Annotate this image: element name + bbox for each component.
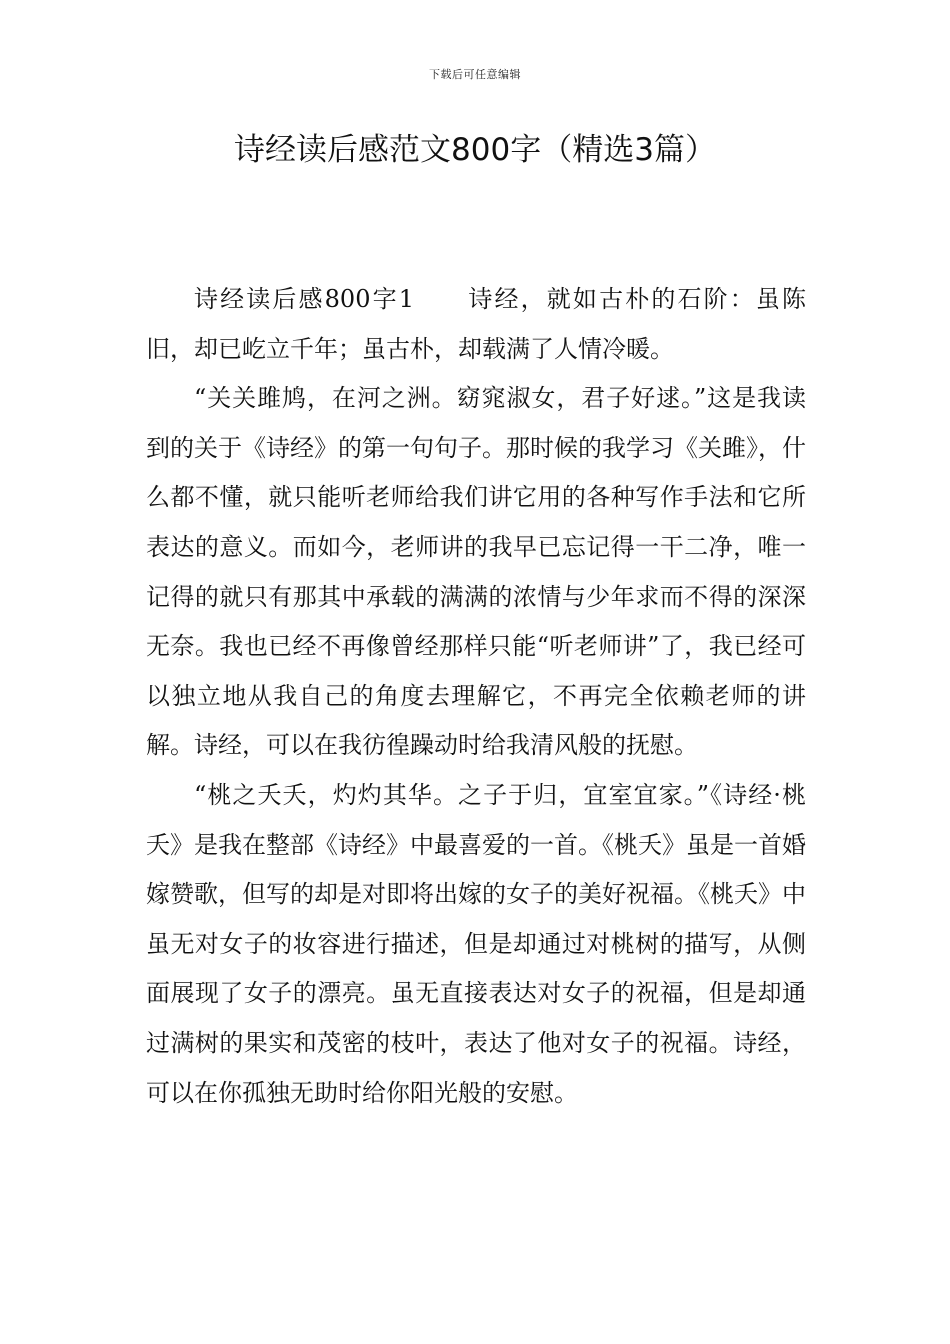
header-note: 下载后可任意编辑: [429, 68, 521, 81]
paragraph-text: “桃之夭夭，灼灼其华。之子于归，宜室宜家。”《诗经·桃夭》是我在整部《诗经》中最喜爱的一首。《桃夭》虽是一首婚嫁赞歌，但写的却是对即将出嫁的女子的美好祝福。《桃夭》中虽无对女子的妆容进行描述，但是却通过对桃树的描写，从侧面展现了女子的漂亮。虽无直接表达对女子的祝福，但是却通过满树的果实和茂密的枝叶，表达了他对女子的祝福。诗经，可以在你孤独无助时给你阳光般的安慰。: [146, 780, 806, 1107]
paragraph-text: “关关雎鸠，在河之洲。窈窕淑女，君子好逑。”这是我读到的关于《诗经》的第一句句子。那时候的我学习《关雎》，什么都不懂，就只能听老师给我们讲它用的各种写作手法和它所表达的意义。而如今，老师讲的我早已忘记得一干二净，唯一记得的就只有那其中承载的满满的浓情与少年求而不得的深深无奈。我也已经不再像曾经那样只能“听老师讲”了，我已经可以独立地从我自己的角度去理解它，不再完全依赖老师的讲解。诗经，可以在我彷徨躁动时给我清风般的抚慰。: [146, 384, 806, 760]
paragraph-text: 诗经，就如古朴的石阶：虽陈旧，却已屹立千年；虽古朴，却载满了人情冷暖。: [146, 285, 806, 363]
essay-heading: 诗经读后感800字1: [194, 285, 469, 313]
paragraph-1: [146, 275, 806, 374]
document-body: [146, 275, 806, 1118]
document-title: 诗经读后感范文800字（精选3篇）: [234, 132, 716, 168]
paragraph-2: [146, 374, 806, 771]
paragraph-3: [146, 771, 806, 1118]
